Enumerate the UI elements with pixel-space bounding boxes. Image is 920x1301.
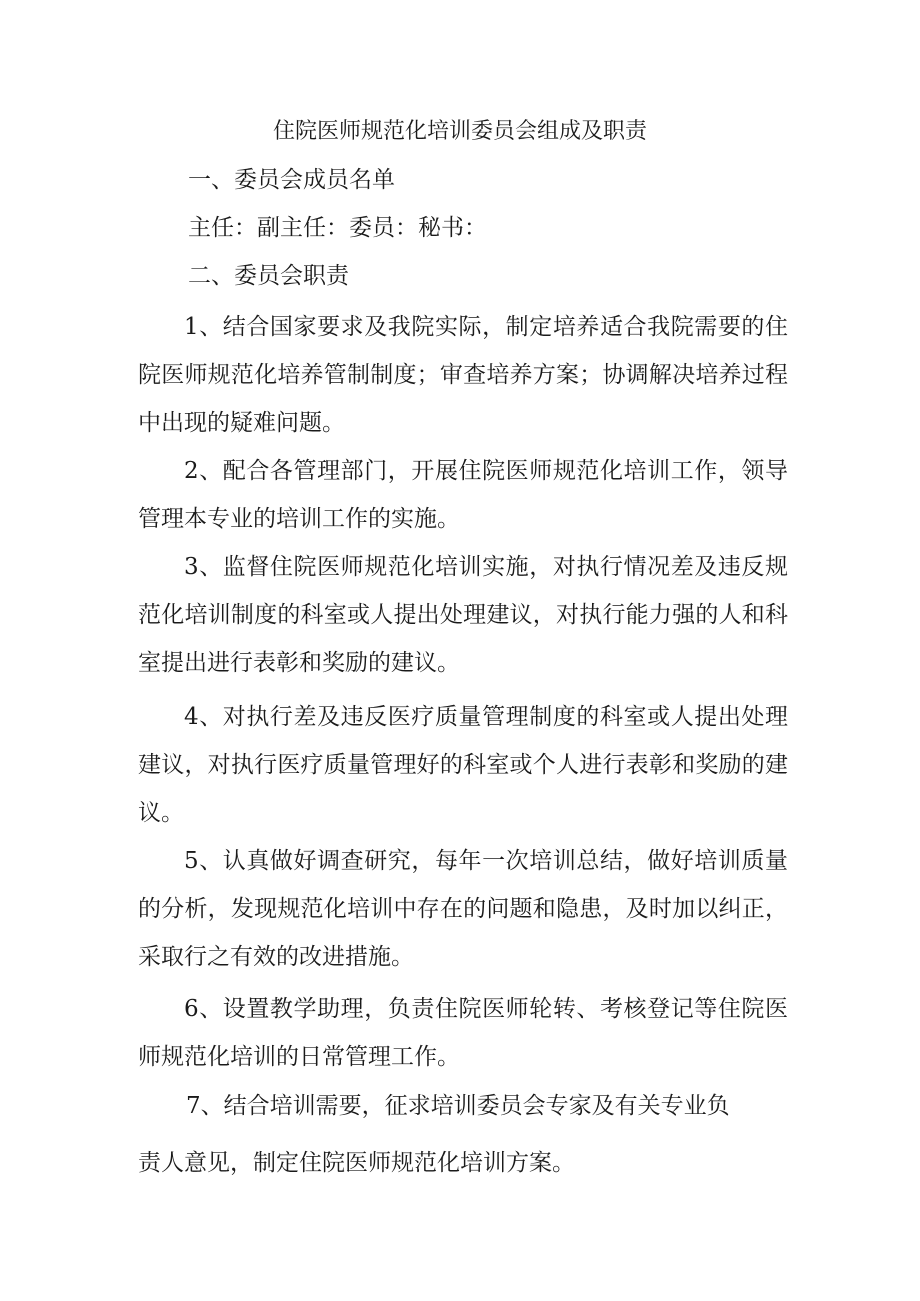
duty-item-7-line-1: 7、结合培训需要，征求培训委员会专家及有关专业负 (186, 1093, 730, 1119)
members-line: 主任：副主任：委员：秘书： (188, 215, 487, 241)
duty-item-7-line-2: 责人意见，制定住院医师规范化培训方案。 (138, 1150, 575, 1176)
duty-item-3: 3、监督住院医师规范化培训实施，对执行情况差及违反规范化培训制度的科室或人提出处理建议，对执行能力强的人和科室提出进行表彰和奖励的建议。 (138, 554, 788, 676)
duty-item-5: 5、认真做好调查研究，每年一次培训总结，做好培训质量的分析，发现规范化培训中存在的问题和隐患，及时加以纠正，采取行之有效的改进措施。 (138, 848, 788, 970)
document-title: 住院医师规范化培训委员会组成及职责 (272, 119, 647, 144)
duty-item-4: 4、对执行差及违反医疗质量管理制度的科室或人提出处理建议，对执行医疗质量管理好的科室或个人进行表彰和奖励的建议。 (138, 704, 788, 826)
section-heading-members: 一、委员会成员名单 (188, 167, 395, 193)
duty-item-1: 1、结合国家要求及我院实际，制定培养适合我院需要的住院医师规范化培养管制制度；审查培养方案；协调解决培养过程中出现的疑难问题。 (138, 314, 788, 436)
section-heading-duties: 二、委员会职责 (188, 263, 349, 289)
duty-item-6: 6、设置教学助理，负责住院医师轮转、考核登记等住院医师规范化培训的日常管理工作。 (138, 996, 788, 1070)
duty-item-2: 2、配合各管理部门，开展住院医师规范化培训工作，领导管理本专业的培训工作的实施。 (138, 458, 788, 532)
